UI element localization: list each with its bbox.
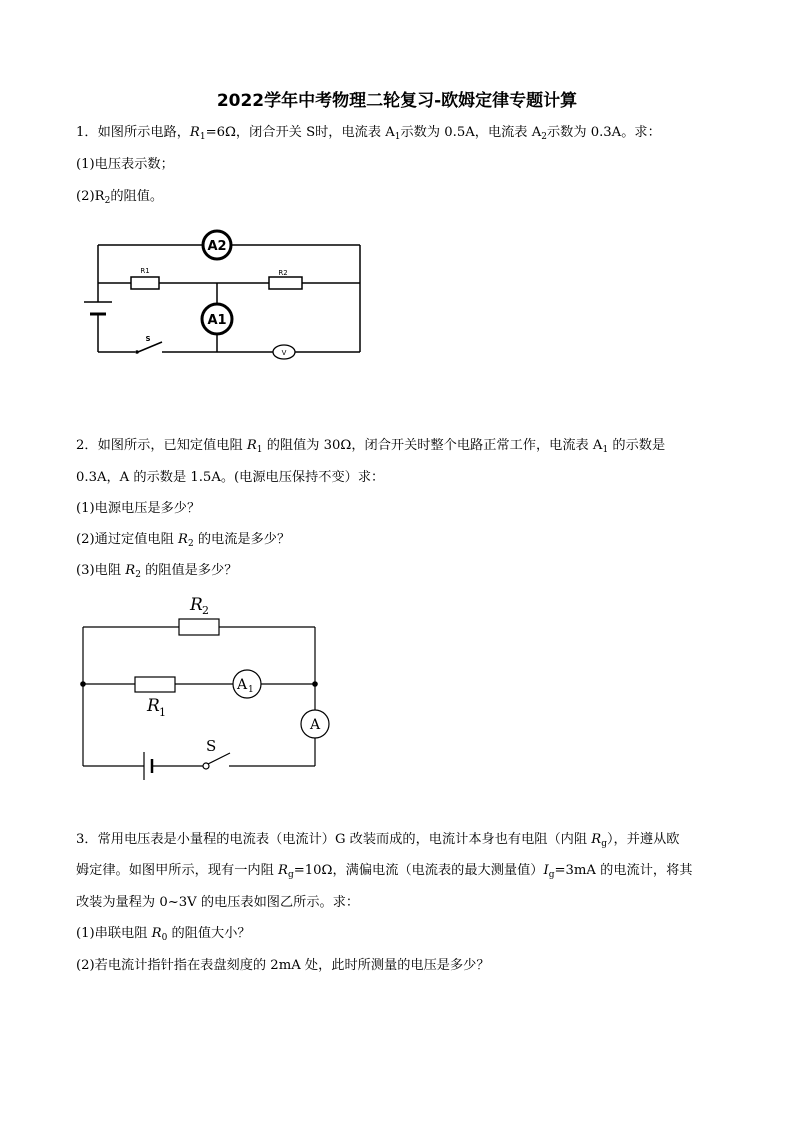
resistor-r1-label: R (147, 696, 160, 716)
circuit-diagram-1 (80, 228, 380, 368)
circuit-diagram-2 (70, 588, 340, 788)
problem-3-stem-cont: 姆定律。如图甲所示，现有一内阻 $R_g=10\Omega$，满偏电流（电流表的最大测量值）$I_g=3mA$ 的电流计，将其 (76, 863, 693, 880)
problem-2-stem-cont: 0.3A，A 的示数是 1.5A。(电源电压保持不变）求： (76, 470, 385, 485)
resistor-r2-label-sub: 2 (202, 604, 209, 617)
resistor-r2-label: R2 (278, 269, 288, 277)
resistor-r1-label: R1 (140, 267, 150, 275)
problem-3-stem: 3．常用电压表是小量程的电流表（电流计）G 改装而成的，电流计本身也有电阻（内阻 $R_g$），并遵从欧 (76, 832, 680, 849)
problem-1-q1: (1)电压表示数； (76, 157, 174, 172)
resistor-r2-icon (179, 619, 219, 635)
problem-3-q2: (2)若电流计指针指在表盘刻度的 2mA 处，此时所测量的电压是多少？ (76, 958, 490, 973)
problem-1-q2: $(2)R_2$的阻值。 (76, 189, 164, 206)
switch-label: S (206, 737, 217, 755)
ammeter-a-label: A (309, 717, 321, 733)
problem-3-stem-end: 改装为量程为 0~3V 的电压表如图乙所示。求： (76, 895, 360, 910)
problem-1-stem: 1．如图所示电路，$R_1=6\Omega$，闭合开关 S时，电流表 $A_1$示数为 0.5A，电流表 $A_2$示数为 0.3A。求： (76, 125, 661, 142)
ammeter-a1-label-sub: 1 (248, 685, 254, 695)
page-title: 2022学年中考物理二轮复习-欧姆定律专题计算 (216, 91, 578, 111)
resistor-r1-label-sub: 1 (159, 706, 166, 719)
switch-label: S (145, 335, 151, 343)
resistor-r1-icon (131, 277, 159, 289)
problem-2-q1: (1)电源电压是多少？ (76, 501, 201, 516)
ammeter-a1-label: A (237, 677, 248, 693)
resistor-r1-icon (135, 677, 175, 692)
problem-2-stem: 2．如图所示，已知定值电阻 $R_1$ 的阻值为 30Ω，闭合开关时整个电路正常工作，电流表 $A_1$ 的示数是 (76, 438, 666, 455)
resistor-r2-label: R (190, 595, 203, 615)
problem-2-q2: (2)通过定值电阻 $R_2$ 的电流是多少？ (76, 532, 291, 549)
ammeter-a2-label: A2 (207, 239, 227, 254)
voltmeter-label: V (281, 349, 287, 357)
problem-3-q1: (1)串联电阻 $R_0$ 的阻值大小？ (76, 926, 251, 943)
resistor-r2-icon (269, 277, 302, 289)
ammeter-a1-label: A1 (207, 313, 227, 328)
problem-2-q3: (3)电阻 $R_2$ 的阻值是多少？ (76, 563, 238, 580)
